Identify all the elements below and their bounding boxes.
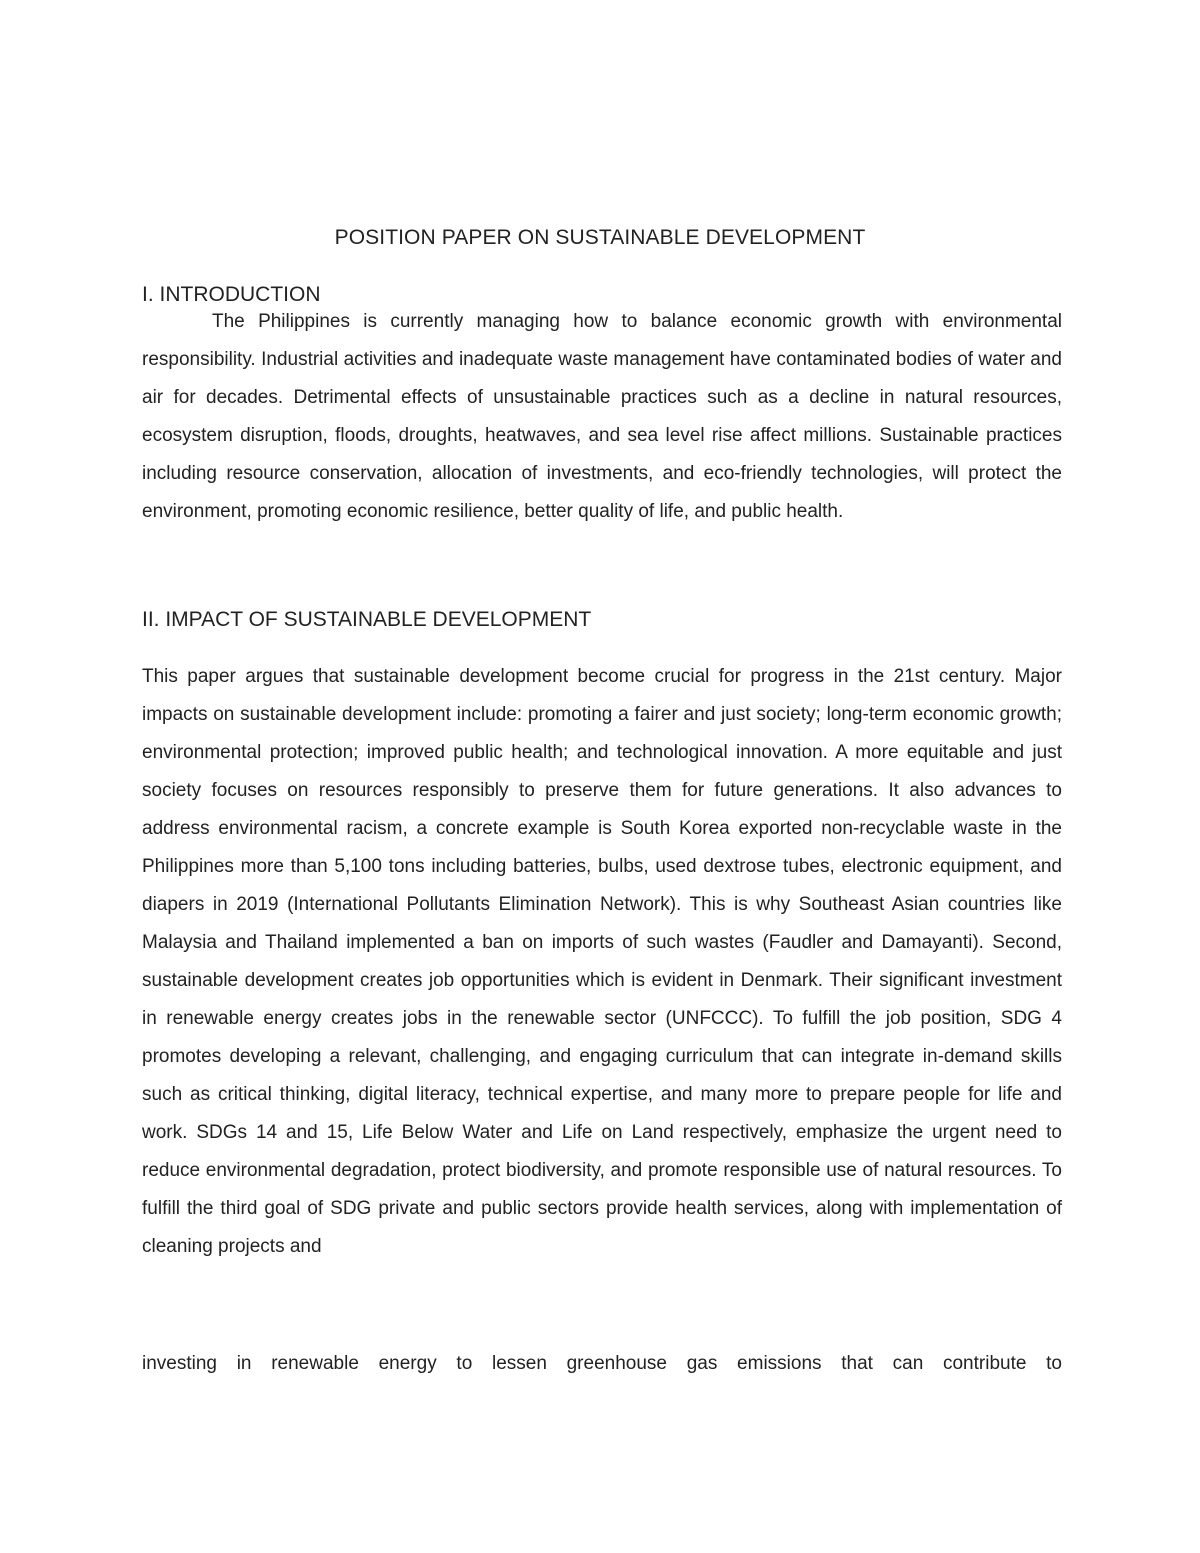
- section-heading-impact: II. IMPACT OF SUSTAINABLE DEVELOPMENT: [142, 608, 592, 631]
- document-title: POSITION PAPER ON SUSTAINABLE DEVELOPMENT: [334, 226, 866, 249]
- impact-paragraph: This paper argues that sustainable development become crucial for progress in the 21st century. Major impacts on sustainable development include: promoting a fairer and just society; long-term economic growth; environmental protection; improved public health; and technological innovation. A more equitable and just society focuses on resources responsibly to preserve them for future generations. It also advances to address environmental racism, a concrete example is South Korea exported non-recyclable waste in the Philippines more than 5,100 tons including batteries, bulbs, used dextrose tubes, electronic equipment, and diapers in 2019 (International Pollutants Elimination Network). This is why Southeast Asian countries like Malaysia and Thailand implemented a ban on imports of such wastes (Faudler and Damayanti). Second, sustainable development creates job opportunities which is evident in Denmark. Their significant investment in renewable energy creates jobs in the renewable sector (UNFCCC). To fulfill the job position, SDG 4 promotes developing a relevant, challenging, and engaging curriculum that can integrate in-demand skills such as critical thinking, digital literacy, technical expertise, and many more to prepare people for life and work. SDGs 14 and 15, Life Below Water and Life on Land respectively, emphasize the urgent need to reduce environmental degradation, protect biodiversity, and promote responsible use of natural resources. To fulfill the third goal of SDG private and public sectors provide health services, along with implementation of cleaning projects and: [142, 666, 1062, 1257]
- introduction-paragraph: The Philippines is currently managing how to balance economic growth with environmental responsibility. Industrial activities and inadequate waste management have contaminated bodies of water and air for decades. Detrimental effects of unsustainable practices such as a decline in natural resources, ecosystem disruption, floods, droughts, heatwaves, and sea level rise affect millions. Sustainable practices including resource conservation, allocation of investments, and eco-friendly technologies, will protect the environment, promoting economic resilience, better quality of life, and public health.: [142, 311, 1062, 522]
- impact-paragraph-continuation: investing in renewable energy to lessen greenhouse gas emissions that can contribute to: [142, 1353, 1062, 1374]
- section-heading-introduction: I. INTRODUCTION: [142, 283, 321, 306]
